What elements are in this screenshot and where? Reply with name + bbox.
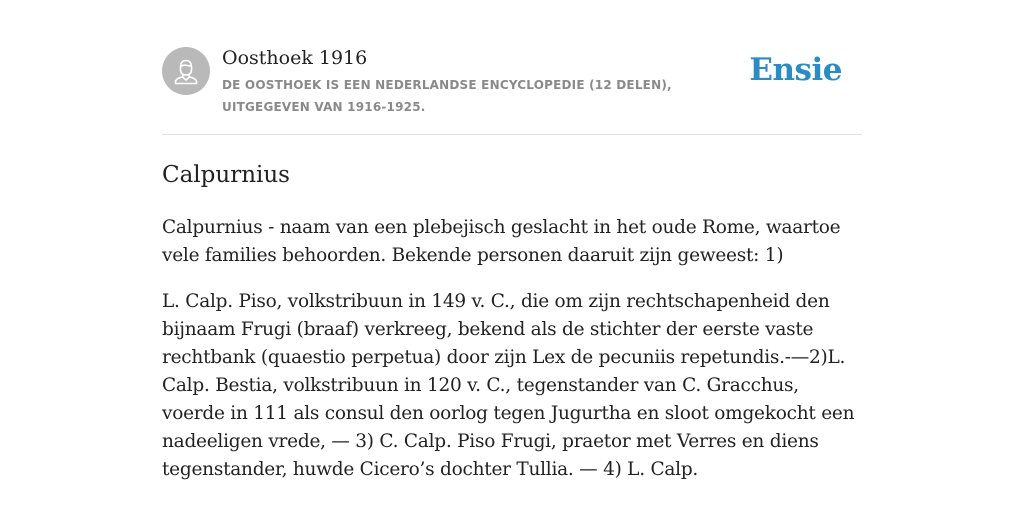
article-title: Calpurnius <box>162 162 290 188</box>
user-icon <box>162 47 210 95</box>
page-container <box>162 46 862 484</box>
source-name[interactable]: Oosthoek 1916 <box>222 47 368 69</box>
source-info <box>222 46 762 118</box>
ensie-logo[interactable]: Ensie <box>749 52 842 88</box>
article-paragraph: Calpurnius - naam van een plebejisch geslacht in het oude Rome, waartoe vele families behoorden. Bekende personen daaruit zijn geweest: 1) <box>162 217 841 266</box>
source-header <box>162 46 862 135</box>
article-paragraph: L. Calp. Piso, volkstribuun in 149 v. C., die om zijn rechtschapenheid den bijnaam Frugi (braaf) verkreeg, bekend als de stichter der eerste vaste rechtbank (quaestio perpetua) door zijn Lex de pecuniis repetundis.-—2)L. Calp. Bestia, volkstribuun in 120 v. C., tegenstander van C. Gracchus, voerde in 111 als consul den oorlog tegen Jugurtha en sloot omgekocht een nadeeligen vrede, — 3) C. Calp. Piso Frugi, praetor met Verres en diens tegenstander, huwde Cicero’s dochter Tullia. — 4) L. Calp. <box>162 291 855 480</box>
source-avatar[interactable] <box>162 47 210 95</box>
source-description: DE OOSTHOEK IS EEN NEDERLANDSE ENCYCLOPEDIE (12 DELEN), UITGEGEVEN VAN 1916-1925. <box>222 78 672 114</box>
